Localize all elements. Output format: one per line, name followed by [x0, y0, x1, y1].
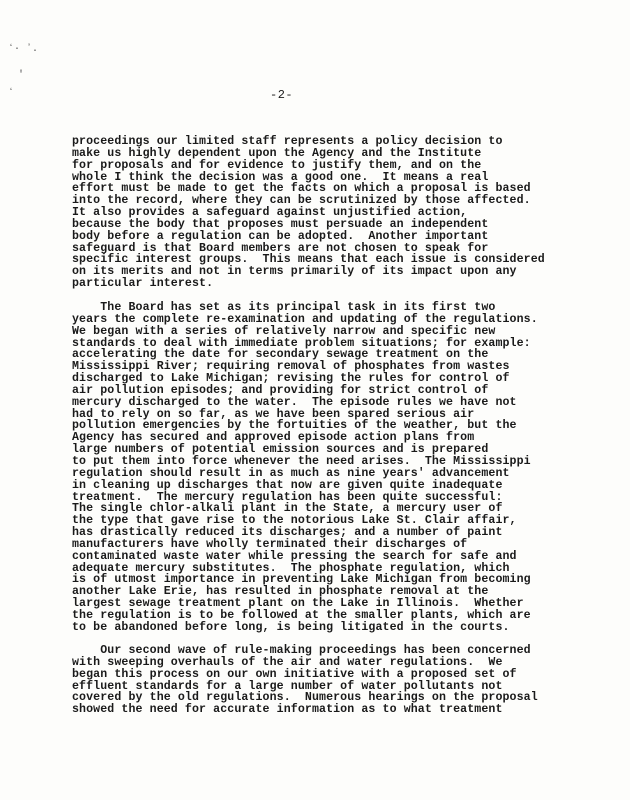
text-line: proceedings our limited staff represents a policy decision to: [72, 135, 503, 148]
paragraph-2: [72, 302, 552, 634]
text-line: treatment. The mercury regulation has been quite successful:: [72, 490, 503, 504]
text-line: Our second wave of rule-making proceedings has been concerned: [72, 644, 531, 657]
text-line: the regulation is to be followed at the smaller plants, which are: [72, 608, 531, 622]
text-line: to put them into force whenever the need arises. The Mississippi: [72, 454, 531, 468]
text-line: Agency has secured and approved episode action plans from: [72, 431, 475, 445]
text-line: has drastically reduced its discharges; and a number of paint: [72, 526, 503, 540]
page-number: -2-: [270, 88, 294, 102]
text-line: pollution emergencies by the fortuities of the weather, but the: [72, 419, 517, 433]
text-line: into the record, where they can be scrutinized by those affected.: [72, 194, 531, 208]
text-line: had to rely on so far, as we have been spared serious air: [72, 407, 475, 421]
paragraph-1: [72, 136, 552, 290]
text-line: The single chlor-alkali plant in the State, a mercury user of: [72, 502, 503, 516]
text-line: years the complete re-examination and updating of the regulations.: [72, 312, 538, 326]
text-line: is of utmost importance in preventing Lake Michigan from becoming: [72, 573, 531, 587]
text-line: for proposals and for evidence to justify them, and on the: [72, 158, 482, 172]
text-line: Mississippi River; requiring removal of phosphates from wastes: [72, 360, 510, 374]
text-line: It also provides a safeguard against unjustified action,: [72, 206, 468, 220]
text-line: whole I think the decision was a good one. It means a real: [72, 170, 489, 184]
text-line: safeguard is that Board members are not chosen to speak for: [72, 241, 489, 255]
text-line: in cleaning up discharges that now are given quite inadequate: [72, 478, 503, 492]
text-line: regulation should result in as much as nine years' advancement: [72, 466, 510, 480]
text-line: showed the need for accurate information as to what treatment: [72, 703, 503, 717]
margin-mark: ʻ· ʼ.: [8, 44, 39, 55]
text-line: make us highly dependent upon the Agency and the Institute: [72, 146, 482, 160]
text-line: contaminated waste water while pressing the search for safe and: [72, 549, 517, 563]
text-line: mercury discharged to the water. The episode rules we have not: [72, 395, 517, 409]
text-line: covered by the old regulations. Numerous hearings on the proposal: [72, 691, 538, 705]
text-line: effort must be made to get the facts on which a proposal is based: [72, 182, 531, 196]
text-line: accelerating the date for secondary sewage treatment on the: [72, 348, 489, 362]
margin-mark: ʻ: [8, 88, 15, 99]
text-line: another Lake Erie, has resulted in phosphate removal at the: [72, 585, 489, 599]
text-line: largest sewage treatment plant on the Lake in Illinois. Whether: [72, 597, 524, 611]
text-line: effluent standards for a large number of water pollutants not: [72, 679, 503, 693]
text-line: adequate mercury substitutes. The phosphate regulation, which: [72, 561, 510, 575]
text-line: specific interest groups. This means that each issue is considered: [72, 253, 545, 267]
text-line: discharged to Lake Michigan; revising the rules for control of: [72, 372, 510, 386]
text-line: began this process on our own initiative with a proposed set of: [72, 667, 517, 681]
text-line: standards to deal with immediate problem situations; for example:: [72, 336, 531, 350]
text-line: with sweeping overhauls of the air and water regulations. We: [72, 655, 503, 669]
paragraph-3: [72, 645, 552, 716]
text-line: The Board has set as its principal task in its first two: [72, 301, 496, 314]
text-line: the type that gave rise to the notorious Lake St. Clair affair,: [72, 514, 517, 528]
text-line: because the body that proposes must persuade an independent: [72, 217, 489, 231]
text-line: We began with a series of relatively narrow and specific new: [72, 324, 496, 338]
text-line: on its merits and not in terms primarily of its impact upon any: [72, 265, 517, 279]
text-line: air pollution episodes; and providing for strict control of: [72, 383, 489, 397]
text-line: body before a regulation can be adopted. Another important: [72, 229, 489, 243]
text-line: large numbers of potential emission sources and is prepared: [72, 443, 489, 457]
text-line: to be abandoned before long, is being litigated in the courts.: [72, 620, 510, 634]
text-line: manufacturers have wholly terminated their discharges of: [72, 537, 468, 551]
margin-mark: ′: [18, 70, 25, 81]
text-line: particular interest.: [72, 277, 214, 291]
